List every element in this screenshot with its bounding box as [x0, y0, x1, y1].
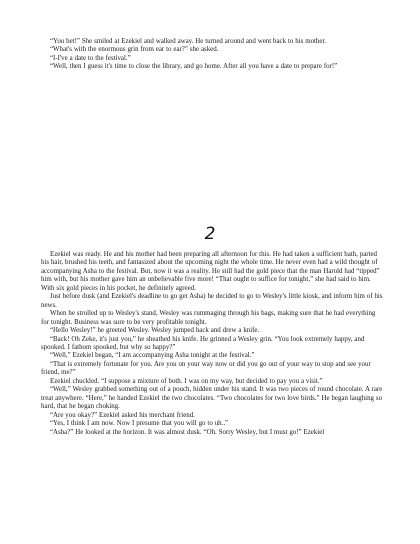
paragraph: Ezekiel was ready. He and his mother had been preparing all afternoon for this. He had taken a sufficient bath, parted his hair, brushed his teeth, and fantasized about the upcoming night the whole time. He never even had a wild thought of accompanying Asha to the festival. But, now it was a reality. He still had the gold piece that the man Harold had “tipped” him with, but his mother gave him an unbelievable five more! “That ought to suffice for tonight,” she had said to him. With six gold pieces in his pocket, he definitely agreed. — [41, 251, 380, 292]
paragraph: “Well, then I guess it's time to close the library, and go home. After all you have a date to prepare for!” — [50, 63, 338, 71]
paragraph: “Yes, I think I am now. Now I presume that you will go to uh..” — [50, 420, 229, 428]
paragraph: “Well,” Wesley grabbed something out of a pouch, hidden under his stand. It was two pieces of round chocolate. A rare treat anywhere. “Here,” he handed Ezekiel the two chocolates. “Two chocolates for two love birds.” He began laughing so hard, that he began choking. — [41, 386, 383, 411]
paragraph: “That is extremely fortunate for you. Are you on your way now or did you go out of your way to stop and see your friend, me?” — [41, 360, 371, 377]
paragraph: “I-I've a date to the festival.” — [50, 54, 131, 62]
chapter-number: 2 — [204, 224, 216, 244]
paragraph: “Well,” Ezekiel began, “I am accompanying Asha tonight at the festival.” — [50, 352, 255, 360]
paragraph: Ezekiel chuckled. “I suppose a mixture of both. I was on my way, but decided to pay you a visit.” — [50, 377, 323, 385]
paragraph: When he strolled up to Wesley's stand, Wesley was rummaging through his bags, making sure that he had everything for tonight. Business was sure to be very profitable tonight. — [41, 310, 376, 326]
paragraph: Just before dusk (and Ezekiel's deadline to go get Asha) he decided to go to Wesley's little kiosk, and inform him of his news. — [41, 293, 383, 309]
paragraph: “Are you okay?” Ezekiel asked his merchant friend. — [50, 411, 195, 419]
paragraph: “Asha?” He looked at the horizon. It was almost dusk. “Oh. Sorry Wesley, but I must go!” Ezekiel — [50, 428, 325, 436]
paragraph: “You bet!” She smiled at Ezekiel and walked away. He turned around and went back to his mother. — [50, 38, 327, 45]
top-text-block — [41, 38, 383, 72]
paragraph: “Back! Oh Zeke, it's just you,” he sheathed his knife. He grinned a Wesley grin. “You look extremely happy, and spooked. I fathom spooked, but why so happy?” — [41, 335, 365, 351]
paragraph: “What's with the enormous grin from ear to ear?” she asked. — [50, 46, 219, 54]
paragraph: “Hello Wesley!” he greeted Wesley. Wesley jumped back and drew a knife. — [50, 327, 260, 335]
bottom-text-block — [41, 251, 383, 437]
